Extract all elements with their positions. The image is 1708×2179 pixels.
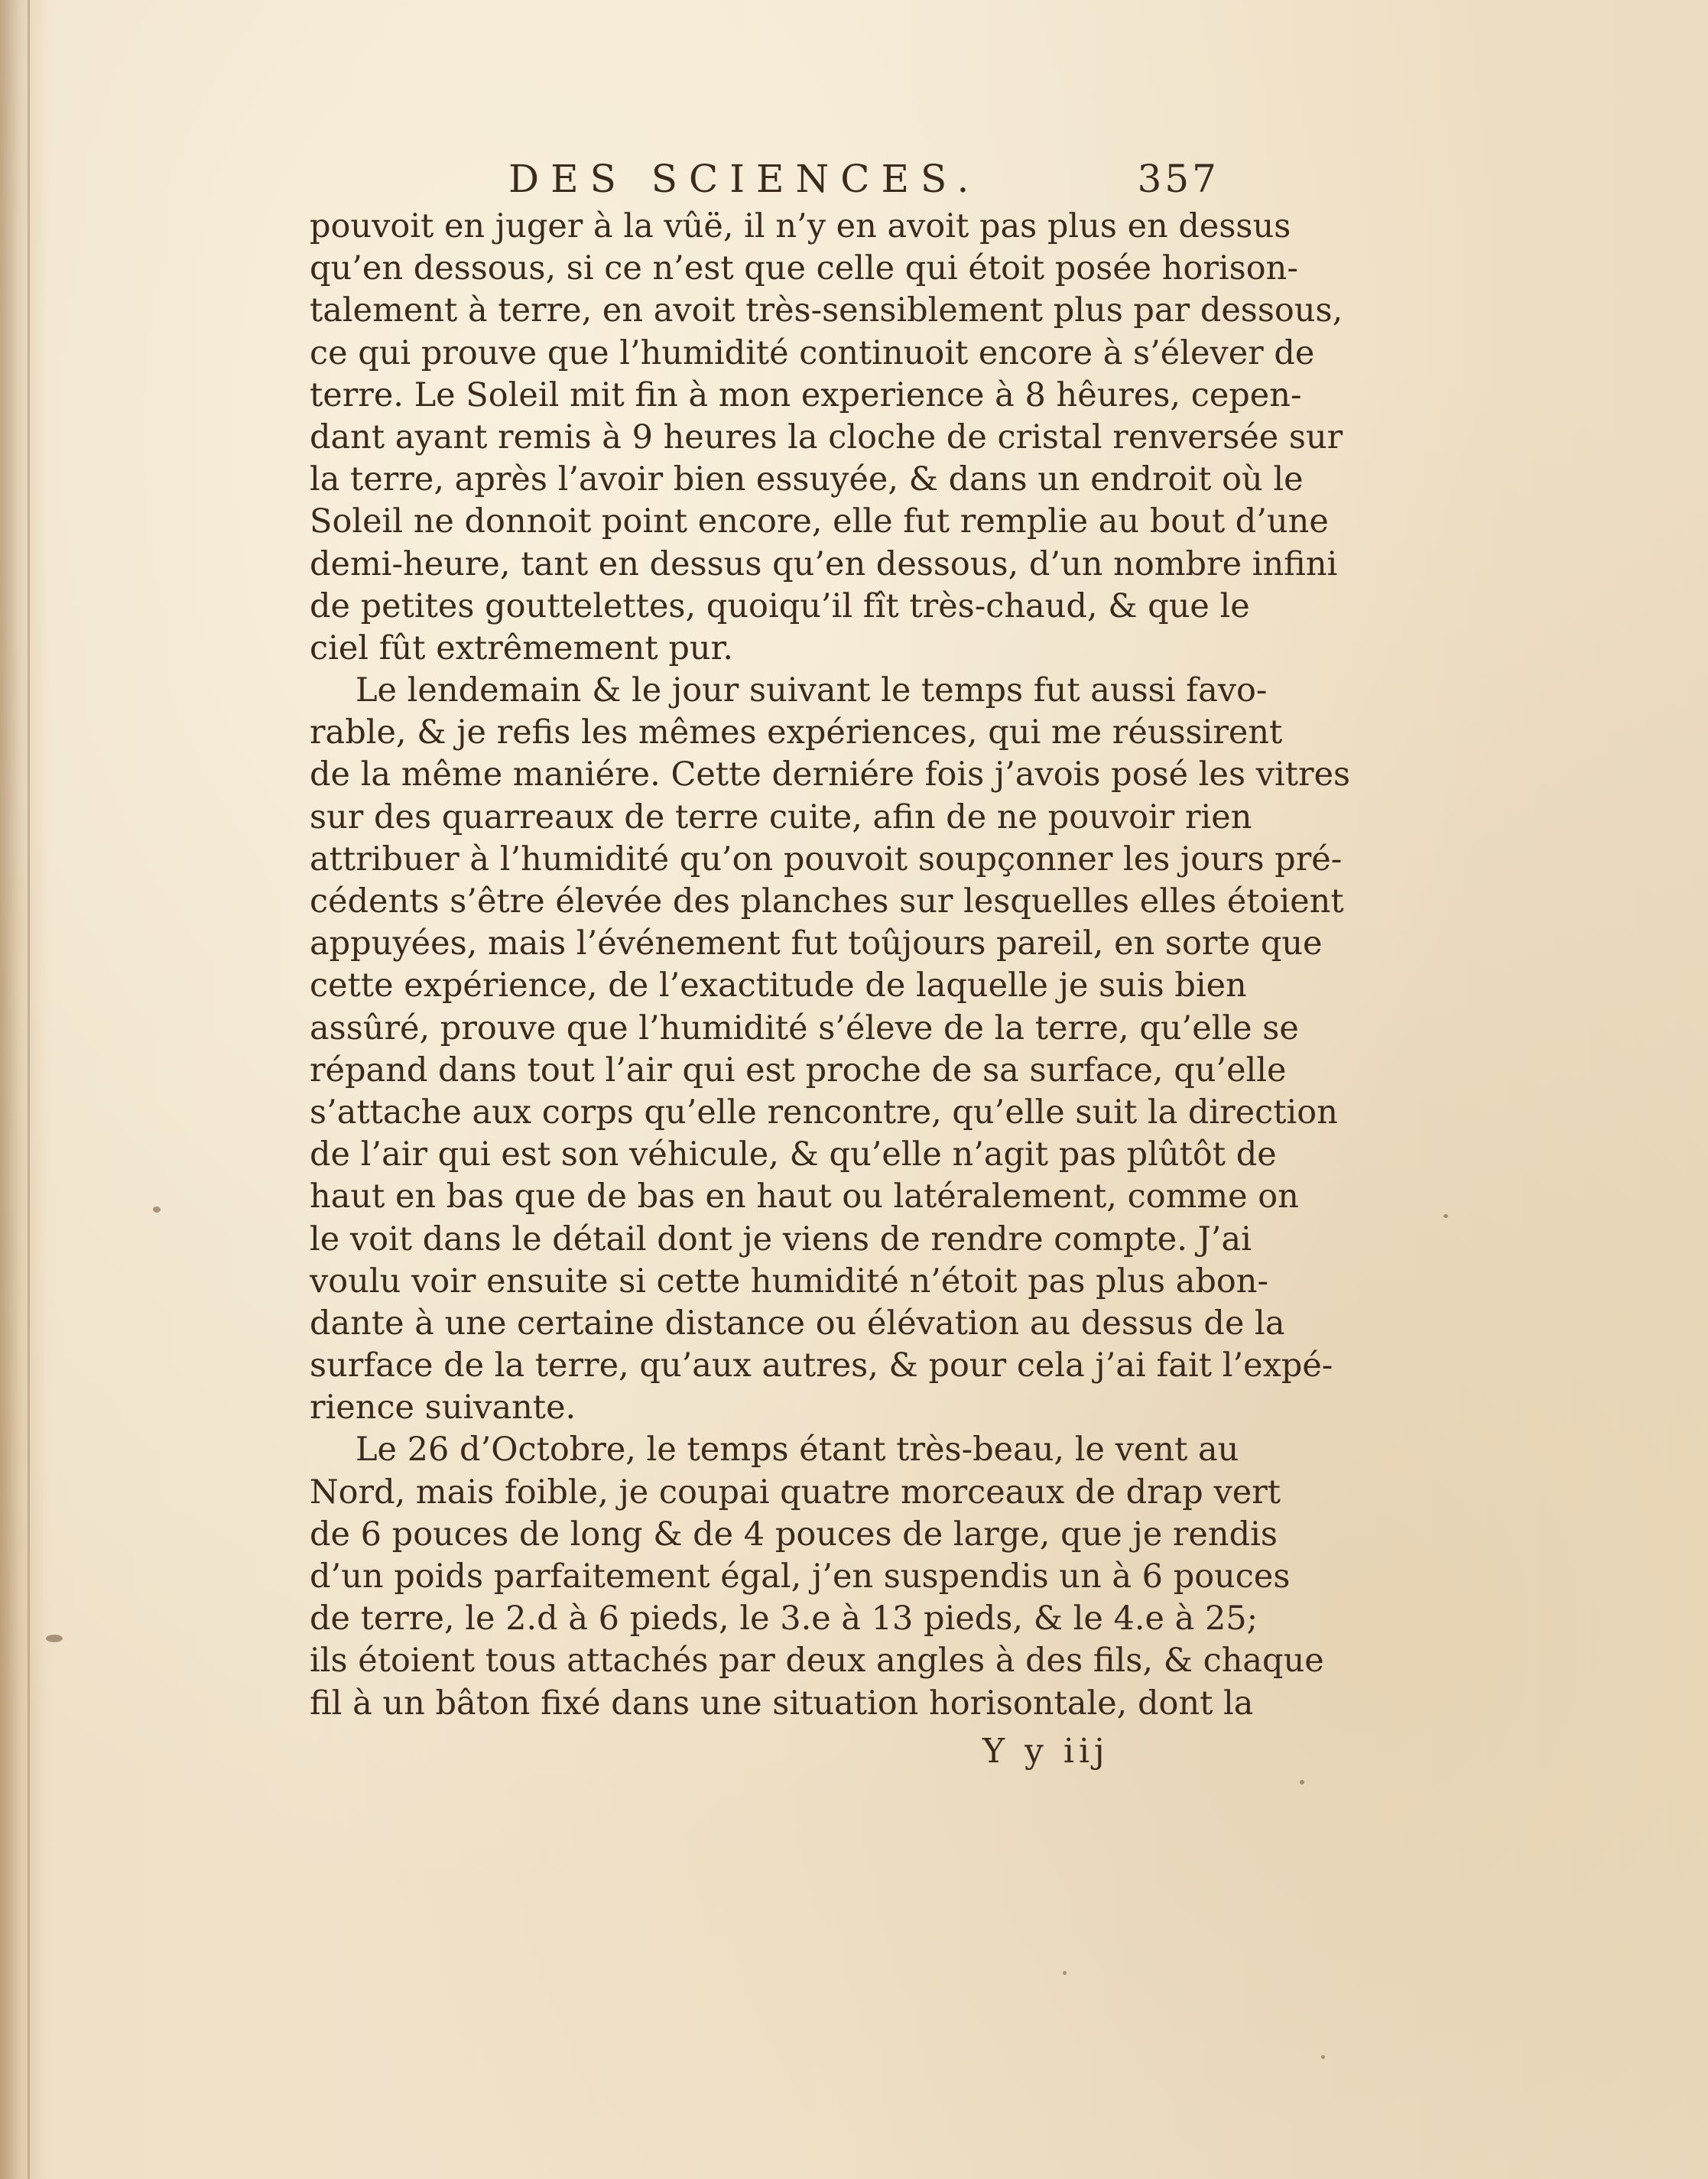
text-line: de terre, le 2.d à 6 pieds, le 3.e à 13 pieds, & le 4.e à 25; — [310, 1599, 1258, 1638]
book-page — [310, 157, 1351, 1823]
text-line: rable, & je refis les mêmes expériences, qui me réussirent — [310, 713, 1283, 752]
text-line: la terre, après l’avoir bien essuyée, & dans un endroit où le — [310, 460, 1304, 499]
text-line: sur des quarreaux de terre cuite, afin de ne pouvoir rien — [310, 797, 1252, 836]
text-line: le voit dans le détail dont je viens de rendre compte. J’ai — [310, 1219, 1252, 1258]
text-line: de la même maniére. Cette derniére fois j’avois posé les vitres — [310, 755, 1351, 794]
gutter-fold — [28, 0, 30, 2179]
text-line: Le lendemain & le jour suivant le temps fut aussi favo- — [356, 671, 1268, 710]
signature-mark: Y y iij — [982, 1732, 1109, 1771]
text-line: de petites gouttelettes, quoiqu’il fît très-chaud, & que le — [310, 586, 1250, 625]
text-line: surface de la terre, qu’aux autres, & pour cela j’ai fait l’expé- — [310, 1346, 1333, 1385]
text-line: d’un poids parfaitement égal, j’en suspendis un à 6 pouces — [310, 1557, 1291, 1596]
paper-speck — [1063, 1971, 1067, 1975]
page-header — [310, 157, 1219, 206]
text-line: de l’air qui est son véhicule, & qu’elle n’agit pas plûtôt de — [310, 1135, 1277, 1174]
page-number: 357 — [1137, 157, 1219, 201]
running-head: DES SCIENCES. — [508, 157, 981, 201]
text-line: rience suivante. — [310, 1388, 576, 1427]
text-line: Soleil ne donnoit point encore, elle fut remplie au bout d’une — [310, 502, 1329, 541]
paper-speck — [153, 1206, 161, 1213]
text-line: talement à terre, en avoit très-sensiblement plus par dessous, — [310, 291, 1343, 330]
text-line: voulu voir ensuite si cette humidité n’étoit pas plus abon- — [310, 1262, 1269, 1301]
text-line: Le 26 d’Octobre, le temps étant très-beau, le vent au — [356, 1430, 1239, 1469]
text-line: qu’en dessous, si ce n’est que celle qui étoit posée horison- — [310, 249, 1298, 288]
body-text — [310, 206, 1351, 1725]
text-line: pouvoit en juger à la vûë, il n’y en avoit pas plus en dessus — [310, 207, 1291, 245]
text-line: terre. Le Soleil mit fin à mon experience à 8 hêures, cepen- — [310, 375, 1302, 414]
text-line: demi-heure, tant en dessus qu’en dessous, d’un nombre infini — [310, 544, 1338, 583]
paper-speck — [46, 1635, 63, 1642]
text-line: ciel fût extrêmement pur. — [310, 628, 734, 667]
text-line: ce qui prouve que l’humidité continuoit encore à s’élever de — [310, 333, 1315, 372]
gutter-shadow — [0, 0, 46, 2179]
text-line: cédents s’être élevée des planches sur lesquelles elles étoient — [310, 882, 1344, 921]
paper-speck — [1443, 1214, 1448, 1218]
text-line: ils étoient tous attachés par deux angles à des fils, & chaque — [310, 1642, 1324, 1681]
text-line: attribuer à l’humidité qu’on pouvoit soupçonner les jours pré- — [310, 839, 1343, 878]
text-line: Nord, mais foible, je coupai quatre morceaux de drap vert — [310, 1473, 1281, 1512]
text-line: dante à une certaine distance ou élévation au dessus de la — [310, 1304, 1285, 1343]
text-line: appuyées, mais l’événement fut toûjours pareil, en sorte que — [310, 924, 1323, 963]
text-line: fil à un bâton fixé dans une situation horisontale, dont la — [310, 1684, 1254, 1723]
text-line: répand dans tout l’air qui est proche de sa surface, qu’elle — [310, 1051, 1287, 1090]
paper-speck — [1321, 2055, 1325, 2059]
text-line: s’attache aux corps qu’elle rencontre, qu’elle suit la direction — [310, 1093, 1338, 1132]
text-line: assûré, prouve que l’humidité s’éleve de la terre, qu’elle se — [310, 1008, 1299, 1047]
text-line: dant ayant remis à 9 heures la cloche de cristal renversée sur — [310, 417, 1343, 456]
text-line: haut en bas que de bas en haut ou latéralement, comme on — [310, 1177, 1299, 1216]
text-line: de 6 pouces de long & de 4 pouces de large, que je rendis — [310, 1515, 1278, 1554]
paper-speck — [1300, 1780, 1304, 1784]
text-line: cette expérience, de l’exactitude de laquelle je suis bien — [310, 966, 1247, 1005]
